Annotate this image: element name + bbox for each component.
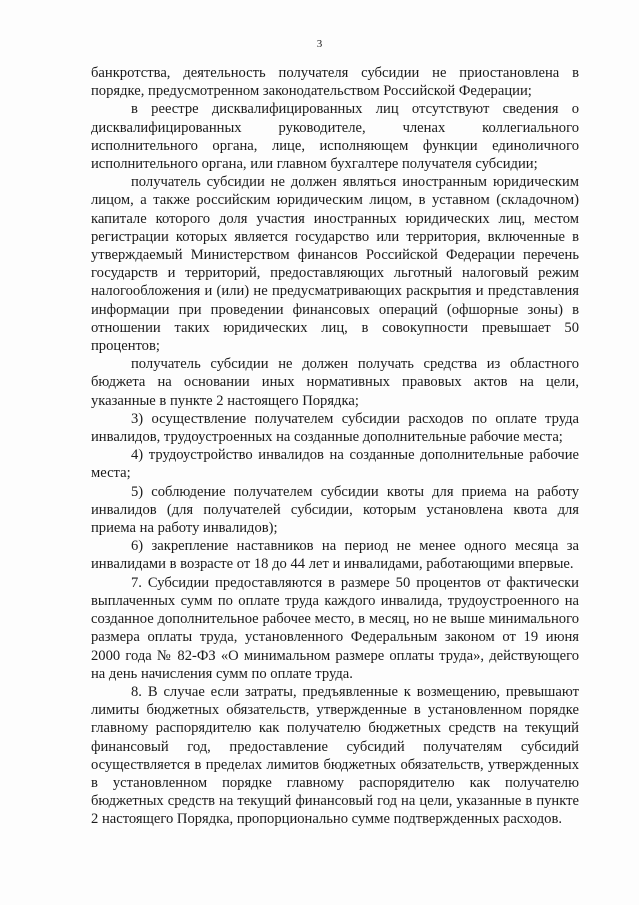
paragraph: 5) соблюдение получателем субсидии квоты для приема на работу инвалидов (для получателей субсидии, которым установлена квота для приема на работу инвалидов); <box>91 483 579 537</box>
paragraph: 7. Субсидии предоставляются в размере 50 процентов от фактически выплаченных сумм по оплате труда каждого инвалида, трудоустроенного на созданное дополнительное рабочее место, в месяц, но не выше минимального размера оплаты труда, установленного Федеральным законом от 19 июня 2000 года № 82-ФЗ «О минимальном размере оплаты труда», действующего на день начисления сумм по оплате труда. <box>91 574 579 682</box>
paragraph: в реестре дисквалифицированных лиц отсутствуют сведения о дисквалифицированных руководителе, членах коллегиального исполнительного органа, лице, исполняющем функции единоличного исполнительного органа, или главном бухгалтере получателя субсидии; <box>91 101 579 173</box>
paragraph: получатель субсидии не должен получать средства из областного бюджета на основании иных нормативных правовых актов на цели, указанные в пункте 2 настоящего Порядка; <box>91 356 579 409</box>
paragraph: 8. В случае если затраты, предъявленные к возмещению, превышают лимиты бюджетных обязательств, утвержденные в установленном порядке главному распорядителю как получателю бюджетных средств на текущий финансовый год, предоставление субсидий получателям субсидий осуществляется в пределах лимитов бюджетных обязательств, утвержденных в установленном порядке главному распорядителю как получателю бюджетных средств на текущий финансовый год на цели, указанные в пункте 2 настоящего Порядка, пропорционально сумме подтвержденных расходов. <box>91 683 579 828</box>
paragraph: получатель субсидии не должен являться иностранным юридическим лицом, а также российским юридическим лицом, в уставном (складочном) капитале которого доля участия иностранных юридических лиц, местом регистрации которых является государство или территория, включенные в утверждаемый Министерством финансов Российской Федерации перечень государств и территорий, предоставляющих льготный налоговый режим налогообложения и (или) не предусматривающих раскрытия и представления информации при проведении финансовых операций (офшорные зоны) в отношении таких юридических лиц, в совокупности превышает 50 процентов; <box>91 174 579 355</box>
paragraph: банкротства, деятельность получателя субсидии не приостановлена в порядке, предусмотренном законодательством Российской Федерации; <box>91 65 579 100</box>
page-number: 3 <box>316 38 323 50</box>
paragraph: 3) осуществление получателем субсидии расходов по оплате труда инвалидов, трудоустроенных на созданные дополнительные рабочие места; <box>91 410 579 446</box>
paragraph: 4) трудоустройство инвалидов на созданные дополнительные рабочие места; <box>91 447 579 482</box>
document-body <box>91 64 579 829</box>
paragraph: 6) закрепление наставников на период не менее одного месяца за инвалидами в возрасте от 18 до 44 лет и инвалидами, работающими впервые. <box>91 538 579 573</box>
